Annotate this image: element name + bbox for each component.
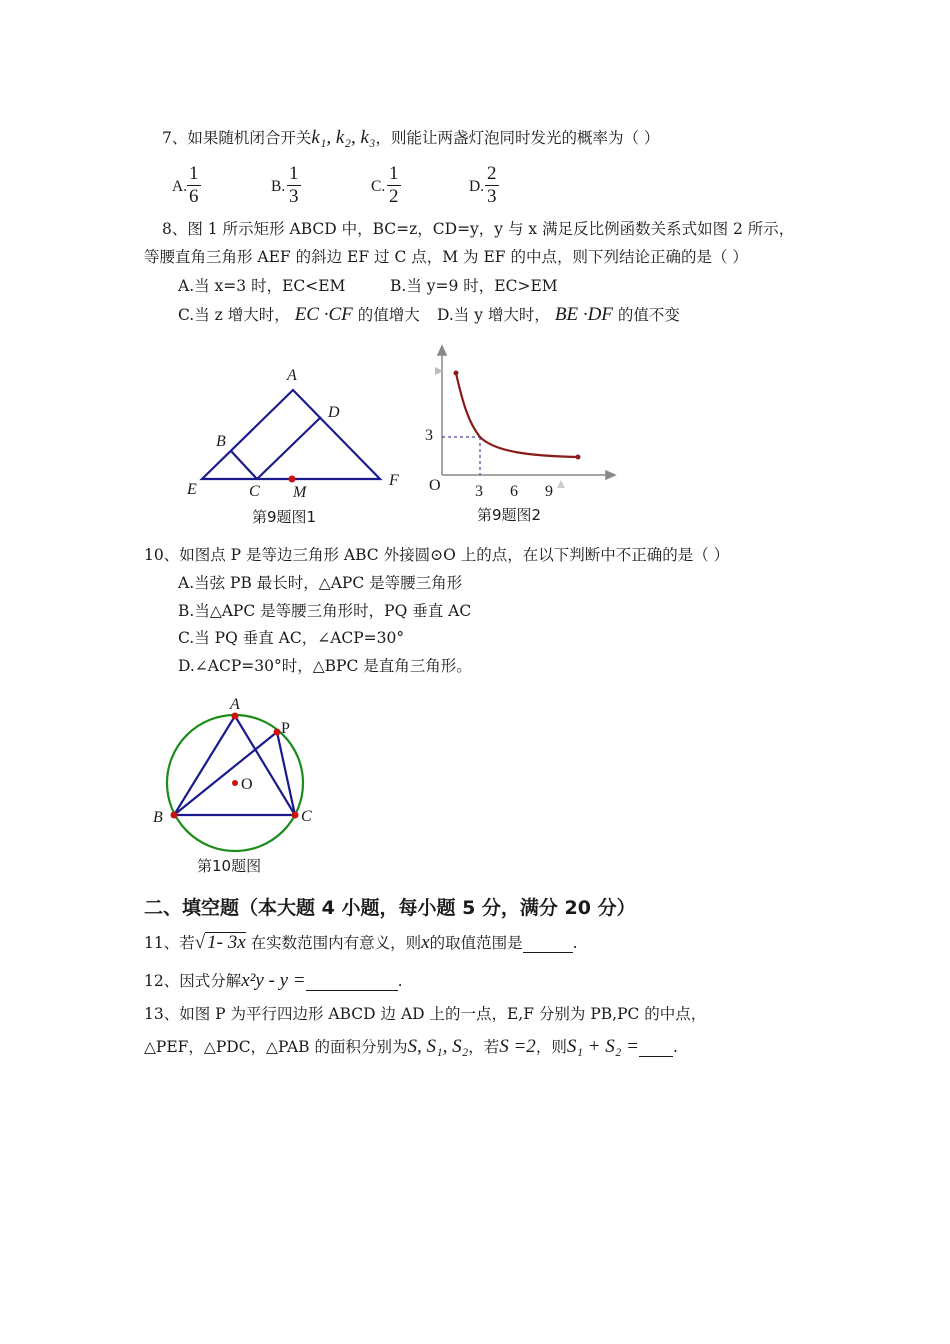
figure-9-1	[180, 360, 420, 530]
q11-end: .	[572, 934, 578, 952]
q8-option-d-math: BE ·DF	[554, 304, 613, 325]
axes	[435, 346, 615, 488]
q7-option-b-den: 3	[289, 186, 299, 207]
q12	[144, 971, 403, 991]
point-o	[232, 780, 238, 786]
label-e: E	[187, 481, 197, 498]
label-p: P	[281, 720, 290, 737]
label-o: O	[241, 776, 253, 793]
figure-10-caption: 第10题图	[197, 857, 262, 875]
q10-option-b: B.当△APC 是等腰三角形时，PQ 垂直 AC	[178, 602, 472, 620]
q7-option-a-den: 6	[189, 186, 199, 207]
point-m	[289, 476, 296, 483]
q7-option-a-num: 1	[189, 163, 199, 184]
triangle-aef	[202, 390, 380, 479]
section-2-title: 二、填空题（本大题 4 小题，每小题 5 分，满分 20 分）	[144, 897, 636, 919]
label-c: C	[301, 808, 312, 825]
q12-pre: 12、因式分解	[144, 972, 242, 990]
q7-option-c-letter: C.	[371, 178, 386, 195]
q12-expr: x²y - y =	[241, 970, 306, 991]
q7-option-c-den: 2	[389, 186, 399, 207]
label-c: C	[249, 483, 260, 500]
q7-option-c-num: 1	[389, 163, 399, 184]
point-c	[292, 812, 299, 819]
q8-option-a: A.当 x=3 时，EC<EM	[178, 277, 346, 295]
q13-line1: 13、如图 P 为平行四边形 ABCD 边 AD 上的一点，E,F 分别为 PB,PC 的中点，	[144, 1005, 707, 1023]
label-b: B	[216, 433, 226, 450]
q7-option-b-letter: B.	[271, 178, 286, 195]
q10-option-d: D.∠ACP=30°时，△BPC 是直角三角形。	[178, 657, 472, 675]
q8-option-c	[178, 305, 420, 325]
q12-answer-blank[interactable]	[306, 974, 398, 991]
y-axis-arrow-icon	[438, 346, 446, 355]
segment-cd	[257, 417, 321, 479]
q8-option-c-post: 的值增大	[357, 306, 420, 324]
q7-text-before: 7、如果随机闭合开关	[162, 129, 312, 147]
q7-stem	[162, 128, 659, 148]
x-tick-6: 6	[510, 483, 518, 500]
q8-option-c-pre: C.当 z 增大时，	[178, 306, 290, 324]
q8-option-d-post: 的值不变	[617, 306, 680, 324]
figure-10	[145, 690, 335, 882]
q7-option-d-den: 3	[487, 186, 497, 207]
q11	[144, 932, 578, 953]
y-tick-3: 3	[425, 427, 433, 444]
q13-end: .	[672, 1038, 678, 1056]
x-tick-9: 9	[545, 483, 553, 500]
q8-option-b: B.当 y=9 时，EC>EM	[390, 277, 558, 295]
q7-text-after: ，则能让两盏灯泡同时发光的概率为（ ）	[375, 129, 660, 147]
q10-option-c: C.当 PQ 垂直 AC，∠ACP=30°	[178, 629, 405, 647]
segment-bp	[174, 732, 277, 815]
label-f: F	[389, 472, 399, 489]
q13-line2-pre: △PEF，△PDC，△PAB 的面积分别为	[144, 1038, 408, 1056]
q11-radicand: 1- 3x	[207, 932, 246, 953]
small-triangle-icon	[557, 480, 565, 488]
origin-label: O	[429, 477, 441, 494]
figure-9-1-caption: 第9题图1	[252, 508, 317, 526]
q8-line1: 8、图 1 所示矩形 ABCD 中，BC=z，CD=y，y 与 x 满足反比例函数关系式如图 2 所示，	[162, 220, 795, 238]
q11-post: 的取值范围是	[429, 934, 523, 952]
sqrt-icon: √	[194, 932, 206, 953]
q7-switches: k₁, k₂, k₃	[311, 127, 376, 148]
q7-option-b-num: 1	[289, 163, 299, 184]
q11-pre: 11、若	[144, 934, 195, 952]
q7-option-a-letter: A.	[172, 178, 188, 195]
q7-option-a-fraction	[187, 163, 201, 208]
q13-line2	[144, 1037, 678, 1057]
inverse-curve	[456, 373, 578, 457]
q7-option-c-fraction	[387, 163, 401, 208]
point-a	[232, 713, 239, 720]
label-m: M	[293, 484, 307, 501]
label-d: D	[328, 404, 340, 421]
curve-end-point	[576, 455, 581, 460]
q8-line2: 等腰直角三角形 AEF 的斜边 EF 过 C 点，M 为 EF 的中点，则下列结论正确的是（ ）	[144, 248, 748, 266]
figure-9-2	[420, 340, 630, 530]
q8-option-d	[437, 305, 680, 325]
figure-9-2-caption: 第9题图2	[477, 506, 542, 524]
q11-mid: 在实数范围内有意义，则	[250, 934, 422, 952]
q12-end: .	[397, 972, 403, 990]
q13-line2-mid2: ，则	[535, 1038, 567, 1056]
figure-9-1-lines	[202, 390, 380, 479]
q10-stem: 10、如图点 P 是等边三角形 ABC 外接圆⊙O 上的点，在以下判断中不正确的是（ ）	[144, 546, 730, 564]
label-b: B	[153, 809, 163, 826]
label-a: A	[230, 696, 240, 713]
point-p	[274, 729, 281, 736]
x-tick-3: 3	[475, 483, 483, 500]
q13-areas: S, S₁, S₂	[407, 1036, 469, 1057]
q7-option-d-letter: D.	[469, 178, 485, 195]
q7-option-b-fraction	[287, 163, 301, 208]
x-axis-arrow-icon	[606, 471, 615, 479]
q13-ask: S₁ + S₂ =	[566, 1036, 639, 1057]
q8-option-c-math: EC ·CF	[294, 304, 353, 325]
q11-var: x	[421, 932, 430, 953]
point-b	[171, 812, 178, 819]
segment-bc	[231, 451, 257, 479]
q11-answer-blank[interactable]	[523, 936, 573, 953]
q13-answer-blank[interactable]	[639, 1040, 673, 1057]
q8-option-d-pre: D.当 y 增大时，	[437, 306, 550, 324]
q7-option-d-fraction	[485, 163, 499, 208]
q7-option-d-num: 2	[487, 163, 497, 184]
q10-option-a: A.当弦 PB 最长时，△APC 是等腰三角形	[178, 574, 463, 592]
q13-condition: S =2	[499, 1036, 536, 1057]
curve-start-point	[454, 371, 459, 376]
q13-line2-mid: ，若	[468, 1038, 500, 1056]
label-a: A	[287, 367, 297, 384]
